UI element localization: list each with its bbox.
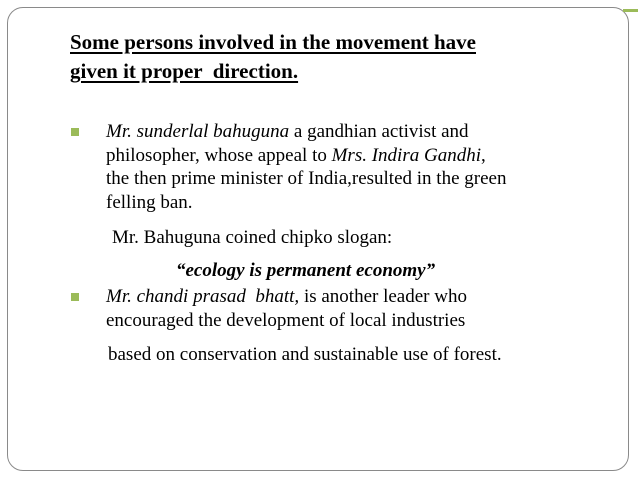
bullet1-line-2: [106, 144, 596, 168]
bullet2-line-2: encouraged the development of local industries: [106, 309, 466, 331]
bullet1-line-1-rest: a gandhian activist and: [289, 121, 469, 142]
coined-slogan-line: Mr. Bahuguna coined chipko slogan:: [112, 227, 393, 248]
title-line-2: given it proper direction.: [70, 59, 299, 83]
bullet1-line-4: felling ban.: [106, 191, 193, 213]
bullet1-line-1: [106, 120, 596, 144]
person-name-bhatt: Mr. chandi prasad bhatt,: [106, 286, 300, 307]
person-name-bahuguna: Mr. sunderlal bahuguna: [106, 121, 290, 142]
bullet-square-icon: [71, 128, 79, 136]
bullet1-line-3: the then prime minister of India,resulted in the green: [106, 168, 507, 189]
bullet2-line-1-rest: is another leader who: [299, 286, 467, 307]
bullet-square-icon: [71, 293, 79, 301]
bullet1-line-2-pre: philosopher, whose appeal to: [106, 144, 332, 166]
bullet-item-bahuguna: [106, 120, 596, 214]
bullet2-line-3: based on conservation and sustainable use of forest.: [108, 344, 502, 365]
bullet-item-bhatt: [106, 285, 596, 332]
person-name-indira-gandhi: Mrs. Indira Gandhi: [331, 144, 481, 166]
bullet1-line-2-post: ,: [480, 144, 486, 166]
bullet2-line-1: [106, 285, 596, 309]
title-line-1: Some persons involved in the movement have: [70, 30, 476, 54]
slogan-quote: “ecology is permanent economy”: [176, 260, 436, 281]
